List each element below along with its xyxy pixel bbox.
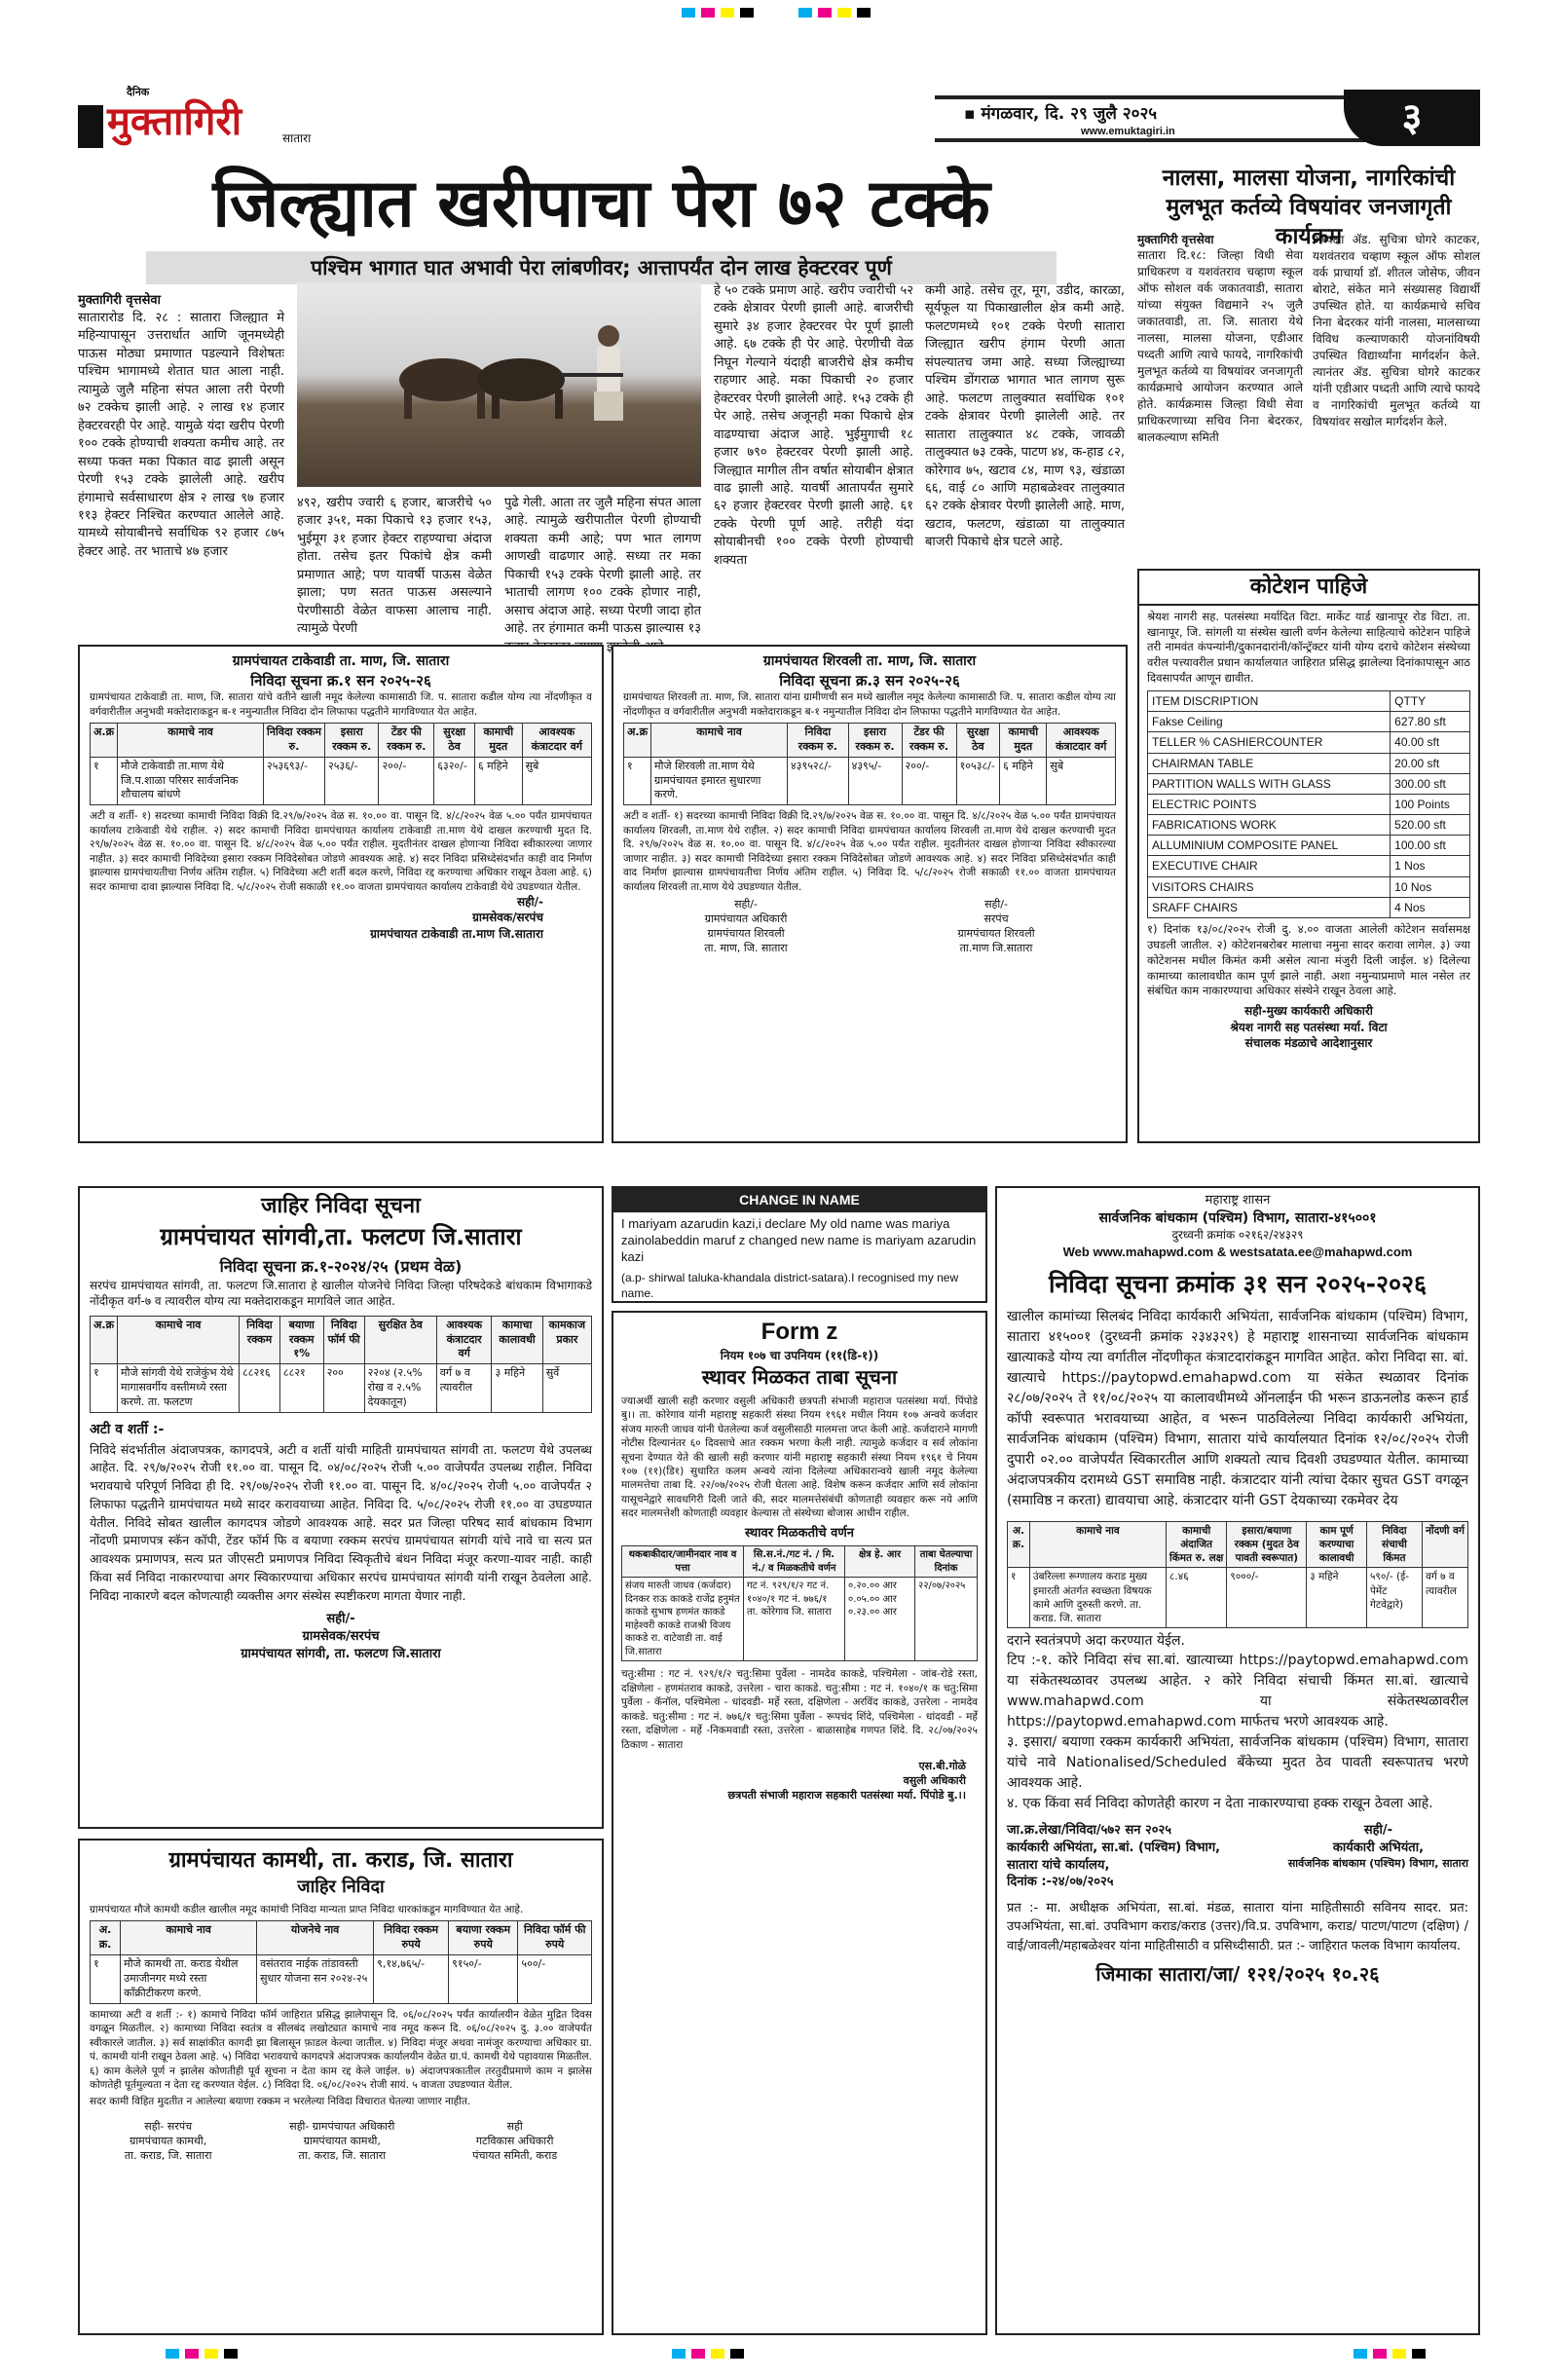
awareness-story bbox=[1137, 164, 1480, 563]
col-header: अ.क्र bbox=[624, 724, 651, 758]
table-row bbox=[91, 757, 592, 805]
sign-line: ग्रामपंचायत शिरवली bbox=[957, 926, 1035, 940]
takewadi-sign-2: ग्रामसेवक/सरपंच bbox=[472, 911, 543, 925]
lead-headline: जिल्ह्यात खरीपाचा पेरा ७२ टक्के bbox=[212, 165, 990, 242]
cell: संजय मारुती जाधव (कर्जदार) दिनकर राऊ काकडे राजेंद्र हनुमंत काकडे सुभाष हणमंत काकडे माहेश्वरी काकडे राजश्री विजय काकडे रा. वाटेवाडी ता. वाई जि.सातारा bbox=[622, 1578, 744, 1661]
pwd-copy: प्रत :- मा. अधीक्षक अभियंता, सा.बां. मंडळ, सातारा यांना माहितीसाठी सविनय सादर. प्रत: उपअभियंता, सा.बां. उपविभाग कराड/कराड (उत्तर)/वि.प्र. उपविभाग, कराड/ पाटण/पाटण (दक्षिण) /वाई/जावली/महाबळेश्वर यांना माहितीसाठी व प्रसिध्दीसाठी. प्रत :- जाहिरात फलक विभाग कार्यालय. bbox=[1007, 1900, 1468, 1953]
formz-notice bbox=[612, 1311, 987, 2335]
cell: ६ महिने bbox=[474, 757, 522, 805]
sangavi-subtitle: निविदा सूचना क्र.१-२०२४/२५ (प्रथम वेळ) bbox=[219, 1257, 463, 1277]
table-row bbox=[1148, 836, 1470, 856]
sangavi-terms: निविदे संदर्भातील अंदाजपत्रक, कागदपत्रे, अटी व शर्ती यांची माहिती ग्रामपंचायत सांगवी ता. फलटण येथे उपलब्ध आहेत. दि. २९/७/२०२५ रोजी ११.०० वा. पासून दि. ०४/०८/२०२५ रोजी ५.०० वाजेपर्यंत उपलब्ध राहील. निविदा भरावयाचे परिपूर्ण निविदा ही दि. २९/०७/२०२५ रोजी ११.०० वा. पासून दि. ४/०८/२०२५ रोजी ५.०० वाजेपर्यंत २ लिफाफा पद्धतीने ग्रामपंचायत मध्ये सादर करावयाच्या आहेत. निविदा दि. ५/०८/२०२५ रोजी ११.०० वा उघडण्यात येतील. निविदे सोबत खालील कागदपत्र जोडणे आवश्यक आहे. सदर प्रत जिल्हा परिषद सार्व बांधकाम विभाग नोंदणी प्रमाणपत्र स्कॅन कॉपी, टेंडर फॉर्म फि व बयाणा रक्कम सरपंच ग्रामपंचायत सांगवी यांचे नावे चा सत्य प्रत आवश्यक प्रमाणपत्र, सत्य प्रत जीएसटी प्रमाणपत्र निविदा स्विकृतीचे बंधन निविदा मंजूर करणा-यावर नाही. काही किंवा सर्व निविदा नाकारण्याचा अगर स्विकारण्याचा अधिकार सरपंच ग्रामपंचायत सांगवी यांनी राखून ठेवलेला आहे. निविदा नाकारणे बदल कोणत्याही व्यक्तीस अगर संस्थेस स्पष्टीकरण मागता येणार नाही. bbox=[90, 1441, 592, 1603]
col-header: टेंडर फी रक्कम रु. bbox=[902, 724, 956, 758]
sangavi-title-2: ग्रामपंचायत सांगवी,ता. फलटण जि.सातारा bbox=[160, 1222, 522, 1250]
cell: ८८२१६ bbox=[240, 1364, 280, 1413]
pwd-ref-4: दिनांक :-२४/०७/२०२५ bbox=[1007, 1875, 1114, 1890]
col-header: आवश्यक कंत्राटदार वर्ग bbox=[522, 724, 591, 758]
cell: १०५३८/- bbox=[956, 757, 1000, 805]
quotation-title: कोटेशन पाहिजे bbox=[1139, 571, 1478, 606]
pwd-table bbox=[1007, 1521, 1468, 1628]
formz-sign-3: छत्रपती संभाजी महाराज सहकारी पतसंस्था मर्या. पिंपोडे बु.।। bbox=[727, 1789, 966, 1803]
masthead bbox=[78, 86, 1480, 162]
sangavi-intro: सरपंच ग्रामपंचायत सांगवी, ता. फलटण जि.सातारा हे खालील योजनेचे निविदा जिल्हा परिषदेकडे बांधकाम विभागाकडे नोंदीकृत वर्ग-७ व त्यावरील योग्य त्या मक्तेदाराकडून मागविले जात आहेत. bbox=[90, 1278, 592, 1309]
sign-line: सही- ग्रामपंचायत अधिकारी bbox=[289, 2120, 395, 2134]
cell: १ bbox=[91, 1364, 118, 1413]
quotation-terms: १) दिनांक १३/०८/२०२५ रोजी दु. ४.०० वाजता आलेली कोटेशन सर्वासमक्ष उघडली जातील. २) कोटेशनबरोबर मालाचा नमुना सादर करावा लागेल. ३) ज्या कोटेशनस मधील किमंत कमी असेल त्याना मंजुरी दिली जाईल. ४) दिलेल्या कामाच्या कालावधीत काम पूर्ण झाले नाही. अशा नमुन्याप्रमाणे माल नसेल तर संबंधित काम नाकारण्याचा अधिकार संस्थेने राखून ठेवला आहे. bbox=[1147, 922, 1470, 998]
kamathi-terms: कामाच्या अटी व शर्ती :- १) कामाचे निविदा फॉर्म जाहिरात प्रसिद्ध झालेपासून दि. ०६/०८/२०२५ पर्यंत कार्यालयीन वेळेत मुद्रित दिवस वगळून मिळतील. २) कामाच्या निविदा स्वतंत्र व सीलबंद लखोट्यात कामाचे नाव नमूद करून दि. ०६/०८/२०२५ दु. ३.०० वाजेपर्यंत स्वीकारले जातील. ३) सर्व साक्षांकीत कागदी झा बिलासून फ़ाडल केल्या जातील. ४) निविदा मंजूर अथवा नामंजूर करण्याचा अधिकार ग्रा. पं. कामथी यांनी राखून ठेवला आहे. ५) निविदा भरावयाचे कागदपत्रे अंदाजपत्रक कार्यालयीन वेळेत ग्रा.पं. कामथी येथे पहावयास मिळतील. ६) काम केलेले पूर्ण न झालेस कोणतीही पूर्व सूचना न देता काम रद्द केले जाईल. ७) अंदाजपत्रकातील तरतुदीप्रमाणे काम न झालेस कोणतेही पूर्तमुल्यता न देता रद्द करण्यात येईल. ८) निविदा दि. ०६/०८/२०२५ रोजी सायं. ५ वाजता उघडण्यात येतील. bbox=[90, 2008, 592, 2092]
formz-body: ज्याअर्थी खाली सही करणार वसुली अधिकारी छत्रपती संभाजी महाराज पतसंस्था मर्या. पिंपोडे बु।। ता. कोरेगाव यांनी महाराष्ट्र सहकारी संस्था नियम १९६१ मधील नियम १०७ अन्वये कर्जदार संजय मारुती जाधव यांनी घेतलेल्या कर्ज वसुलीसाठी मालमत्ता जप्त केली आहे. कर्जदाराने मागणी नोटीस दिल्यानंतर ६० दिवसाचे आत रक्कम भरणा केली नाही. त्यामुळे कर्जदार व सर्व लोकांना सूचना देण्यात येते की खाली सही करणार यांनी महाराष्ट्र सहकारी संस्था नियम १९६१ चे नियम १०७ (११)(डि१) सुधारित कलम अन्वये त्यांना दिलेल्या अधिकारान्वये खाली नमूद केलेल्या मालमत्तेचा ताबा दि. २२/०७/२०२५ रोजी घेतला आहे. विशेष करून कर्जदार आणि सर्व लोकांना यासूचनेद्वारे सावधगिरी दिली जाते की, सदर मालमत्तेसंबंधी कोणताही व्यवहार करू नये आणि सदर मालमत्तेशी कोणताही व्यवहार केल्यास तो संस्थेच्या बोजास आधीन राहील. bbox=[621, 1395, 978, 1520]
sangavi-sign-3: ग्रामपंचायत सांगवी, ता. फलटण जि.सातारा bbox=[241, 1646, 441, 1661]
col-header: कामाचा कालावधी bbox=[492, 1316, 542, 1364]
cell: ५००/- bbox=[518, 1955, 592, 2004]
awareness-byline: मुक्तागिरी वृत्तसेवा bbox=[1137, 233, 1214, 246]
item-qty: 40.00 sft bbox=[1391, 732, 1470, 753]
page-number: ३ bbox=[1344, 90, 1480, 146]
cell: सुबे bbox=[1047, 757, 1116, 805]
cell: ८.४६ bbox=[1166, 1568, 1226, 1628]
col-header: निविदा रक्कम रुपये bbox=[374, 1921, 449, 1955]
issue-date: मंगळवार, दि. २९ जुलै २०२५ bbox=[981, 104, 1158, 124]
sign-line: सही- सरपंच bbox=[144, 2120, 193, 2134]
sign-line: ता. कराड, जि. सातारा bbox=[298, 2148, 387, 2162]
takewadi-title: ग्रामपंचायत टाकेवाडी ता. माण, जि. सातारा bbox=[232, 653, 450, 669]
lead-col-3: पुढे गेली. आता तर जुलै महिना संपत आला आहे. त्यामुळे खरीपातील पेरणी होण्याची शक्यता कमी आहे; पण भात लागण आणखी वाढणार आहे. सध्या तर मका पिकाची १५३ टक्के पेरणी झाली आहे. तर भाताची लागण १०० टक्के होणार नाही, असाच अंदाज आहे. सध्या पेरणी जादा होत आहे. तर हंगामात कमी पाऊस झाल्यास १३ bbox=[504, 496, 701, 637]
lead-col-2: ४९२, खरीप ज्वारी ६ हजार, बाजरीचे ५० हजार ३५१, मका पिकाचे १३ हजार १५३, भुईमूग ३१ हजार हेक्टर राहण्याचा अंदाज होता. तसेच इतर पिकांचे क्षेत्र कमी प्रमाणात आहे; पण यावर्षी पाऊस वेळेत झाला; पण सतत पाऊस असल्याने पेरणीसाठी वेळेत वाफसा आलाच नाही. त्यामुळे पेरणी bbox=[297, 496, 492, 637]
quotation-col-item: ITEM DISCRIPTION bbox=[1148, 690, 1391, 711]
pwd-sig-3: सार्वजनिक बांधकाम (पश्चिम) विभाग, सातारा bbox=[1287, 1856, 1468, 1870]
registration-marks-top bbox=[682, 8, 876, 19]
col-header: निविदा फॉर्म फी रुपये bbox=[518, 1921, 592, 1955]
item-qty: 10 Nos bbox=[1391, 876, 1470, 897]
shirwali-title: ग्रामपंचायत शिरवली ता. माण, जि. सातारा bbox=[762, 653, 977, 669]
formz-sign-1: एस.बी.गोळे bbox=[918, 1760, 966, 1773]
pwd-ref-1: जा.क्र.लेखा/निविदा/५७२ सन २०२५ bbox=[1007, 1823, 1172, 1839]
cell: १ bbox=[91, 1955, 121, 2004]
table-row bbox=[1148, 753, 1470, 773]
item-name: EXECUTIVE CHAIR bbox=[1148, 856, 1391, 876]
item-qty: 300.00 sft bbox=[1391, 773, 1470, 794]
col-header: सुरक्षा ठेव bbox=[956, 724, 1000, 758]
pwd-dept: सार्वजनिक बांधकाम (पश्चिम) विभाग, सातारा-४१५००१ bbox=[1098, 1209, 1377, 1226]
col-header: निविदा रक्कम bbox=[240, 1316, 280, 1364]
cell: २००/- bbox=[902, 757, 956, 805]
sangavi-title-1: जाहिर निविदा सूचना bbox=[261, 1194, 421, 1218]
col-header: इसारा रक्कम रु. bbox=[325, 724, 379, 758]
pwd-sig-2: कार्यकारी अभियंता, bbox=[1332, 1840, 1425, 1855]
kamathi-tender bbox=[78, 1839, 604, 2335]
cell: ०.२०.०० आर ०.०५.०० आर ०.२३.०० आर bbox=[845, 1578, 915, 1661]
lead-photo bbox=[297, 282, 701, 487]
cell: १ bbox=[624, 757, 651, 805]
col-header: इसारा रक्कम रु. bbox=[848, 724, 902, 758]
brand-city: सातारा bbox=[282, 131, 312, 145]
table-row bbox=[91, 1364, 592, 1413]
shirwali-subtitle: निविदा सूचना क्र.३ सन २०२५-२६ bbox=[779, 671, 960, 689]
item-qty: 1 Nos bbox=[1391, 856, 1470, 876]
sign-line: ता. कराड, जि. सातारा bbox=[124, 2148, 212, 2162]
website: www.emuktagiri.in bbox=[1081, 126, 1175, 137]
pwd-note-2: ३. इसारा/ बयाणा रक्कम कार्यकारी अभियंता, सार्वजनिक बांधकाम (पश्चिम) विभाग, सातारा यांचे नावे Nationalised/Scheduled बँकेच्या मुदत ठेव पावती स्वरूपातच भरणे आवश्यक आहे. bbox=[1007, 1734, 1468, 1792]
col-header: कामाचे नाव bbox=[651, 724, 788, 758]
col-header: अ.क्र bbox=[91, 724, 118, 758]
col-header: अ.क्र bbox=[91, 1316, 118, 1364]
sangavi-tender bbox=[78, 1186, 604, 1829]
date-bar bbox=[935, 95, 1392, 142]
col-header: क्षेत्र हे. आर bbox=[845, 1546, 915, 1578]
formz-sign-2: वसुली अधिकारी bbox=[903, 1774, 966, 1788]
cell: मौजे टाकेवाडी ता.माण येथे जि.प.शाळा परिसर सार्वजनिक शौचालय बांधणे bbox=[118, 757, 264, 805]
table-row bbox=[624, 757, 1116, 805]
kamathi-signatures bbox=[80, 2116, 602, 2168]
takewadi-tender bbox=[78, 645, 604, 1143]
pwd-ref-2: कार्यकारी अभियंता, सा.बां. (पश्चिम) विभाग, bbox=[1007, 1840, 1221, 1855]
sangavi-sign-1: सही/- bbox=[326, 1612, 355, 1627]
pwd-title: निविदा सूचना क्रमांक ३१ सन २०२५-२०२६ bbox=[1048, 1270, 1428, 1299]
lead-col-4: हे ५० टक्के प्रमाण आहे. खरीप ज्वारीची ५२ टक्के क्षेत्रावर पेरणी झाली आहे. बाजरीची सुमारे ३४ हजार हेक्टरवर पेर पूर्ण झाली आहे. ६७ टक्के ही पेर आहे. पेरणीची वेळ निघून गेल्याने यंदाही बाजरीचे क्षेत्र कमीच राहणार आहे. मका पिकाची २० हजार हेक्टरवर पेरणी झालेली आहे. १५३ टक्के ही पेर आहे. तसेच अजूनही मका पिकाचे क्षेत्र वाढण्याचा अंदाज आहे. भुईमुगाची १८ हजार ७९० हेक्टरवर पेरणी झाली आहे. जिल्ह्यात मागील तीन वर्षात सोयाबीन क्षेत्रात वाढ झाली आहे. यावर्षी आतापर्यंत सुमारे ६२ हजार हेक्टरवर पेरणी झाली आहे. ६१ टक्के पेरणी पूर्ण आहे. तरीही यंदा सोयाबीनची १०० टक्के पेरणी होण्याची शक्यता bbox=[714, 283, 913, 568]
cell: २५३६९३/- bbox=[264, 757, 325, 805]
col-header: नोंदणी वर्ग bbox=[1422, 1521, 1467, 1568]
lead-col-5: कमी आहे. तसेच तूर, मूग, उडीद, कारळा, सूर्यफूल या पिकाखालील क्षेत्र कमी आहे. फलटणमध्ये १०१ टक्के पेरणी सातारा जिल्ह्यात खरीप हंगाम पेरणी आता संपल्यातच जमा आहे. सध्या जिल्ह्याच्या पश्चिम डोंगराळ भागात भात लागण सुरू आहे. फलटण तालुक्यात सर्वाधिक १०१ टक्के क्षेत्रावर पेरणी झालेली आहे. तर सातारा तालुक्यात ४८ टक्के, जावळी तालुक्यात ७३ टक्के, पाटण ४४, क-हाड ८२, कोरेगाव ७५, खटाव ८४, माण ९३, खंडाळा ६६, वाई ८० आणि महाबळेश्वर तालुक्यात ६२ टक्के क्षेत्रावर पेरणी झालेली आहे. माण, खटाव, फलटण, खंडाळा या तालुक्यात बाजरी पिकाचे क्षेत्र घटले आहे. bbox=[925, 283, 1125, 550]
sign-line: ता.माण जि.सातारा bbox=[959, 941, 1033, 954]
quotation-sign-2: श्रेयश नागरी सह पतसंस्था मर्या. विटा bbox=[1230, 1020, 1388, 1034]
col-header: बयाणा रक्कम १% bbox=[279, 1316, 323, 1364]
pwd-phone: दुरध्वनी क्रमांक ०२१६२/२४३२९ bbox=[1171, 1228, 1304, 1243]
cell: वर्ग ७ व त्यावरील bbox=[436, 1364, 492, 1413]
name-change-notice bbox=[612, 1186, 987, 1303]
table-row bbox=[1008, 1568, 1468, 1628]
item-qty: 100 Points bbox=[1391, 794, 1470, 814]
pwd-tender bbox=[995, 1186, 1480, 2335]
item-qty: 627.80 sft bbox=[1391, 712, 1470, 732]
table-row bbox=[1148, 897, 1470, 917]
cell: ९१५०/- bbox=[449, 1955, 518, 2004]
pwd-web: Web www.mahapwd.com & westsatata.ee@mahapwd.com bbox=[1062, 1244, 1413, 1259]
shirwali-intro: ग्रामपंचायत शिरवली ता. माण, जि. सातारा यांना ग्रामीणची सन मध्ये खालील नमूद केलेल्या कामासाठी जि. प. सातारा कडील योग्य त्या नोंदणीकृत व वर्गवारीतील अनुभवी मक्तेदाराकडून ब-१ नमुन्यातील निविदा दोन लिफाफा पद्धतीने मागविण्यात येत आहेत. bbox=[623, 691, 1116, 718]
item-qty: 520.00 sft bbox=[1391, 815, 1470, 836]
sign-line: ग्रामपंचायत शिरवली bbox=[707, 926, 785, 940]
cell: २२०४ (२.५% रोख व २.५% देयकातून) bbox=[364, 1364, 436, 1413]
cell: ८८२१ bbox=[279, 1364, 323, 1413]
col-header: निविदा फॉर्म फी bbox=[323, 1316, 364, 1364]
kamathi-table bbox=[90, 1920, 592, 2003]
kamathi-intro: ग्रामपंचायत मौजे कामथी कडील खालील नमूद कामांची निविदा मान्यता प्राप्त निविदा धारकांकडून मागविण्यात येत आहे. bbox=[90, 1903, 524, 1915]
cell: वसंतराव नाईक तांडावस्ती सुधार योजना सन २०२४-२५ bbox=[257, 1955, 374, 2004]
kamathi-title-1: ग्रामपंचायत कामथी, ता. कराड, जि. सातारा bbox=[168, 1848, 513, 1873]
pwd-after: दराने स्वतंत्रपणे अदा करण्यात येईल. bbox=[1007, 1633, 1185, 1650]
col-header: सि.स.नं./गट नं. / मि. नं./ व मिळकतीचे वर्णन bbox=[744, 1546, 845, 1578]
col-header: कामाची मुदत bbox=[1000, 724, 1047, 758]
sangavi-terms-title: अटी व शर्ती :- bbox=[90, 1421, 165, 1437]
table-row bbox=[622, 1578, 978, 1661]
col-header: बयाणा रक्कम रुपये bbox=[449, 1921, 518, 1955]
sign-line: सही/- bbox=[734, 898, 758, 911]
quotation-sign-3: संचालक मंडळाचे आदेशानुसार bbox=[1244, 1035, 1373, 1050]
takewadi-intro: ग्रामपंचायत टाकेवाडी ता. माण, जि. सातारा यांचे वतीने खाली नमूद केलेल्या कामासाठी जि. प. सातारा कडील योग्य त्या नोंदणीकृत व वर्गवारीतील अनुभवी मक्तेदाराकडून ब-१ नमुन्यातील निविदा दोन लिफाफा पद्धतीने मागविण्यात येत आहेत. bbox=[90, 691, 592, 718]
cell: मौजे शिरवली ता.माण येथे ग्रामपंचायत इमारत सुधारणा करणे. bbox=[651, 757, 788, 805]
kamathi-note: सदर कामी विहित मुदतीत न आलेल्या बयाणा रक्कम न भरलेल्या निविदा विचारात घेतल्या जाणार नाहीत. bbox=[90, 2095, 471, 2107]
lead-col-1: सातारारोड दि. २८ : सातारा जिल्ह्यात मे महिन्यापासून उत्तरार्धात आणि जूनमध्येही पाऊस मोठ्या प्रमाणात पडल्याने विशेषतः पश्चिम भागामध्ये शेतात घात आला नाही. त्यामुळे जुलै महिना संपत आला तरी पेरणी ७२ टक्केच झाली आहे. २ लाख १४ हजार हेक्टरवरही पेर आहे. यामुळे यंदा खरीप पेरणी १०० टक्के होण्याची शक्यता कमीच आहे. तर सध्या फक्त मका पिकात वाढ झाली असून पेरणी १५३ टक्के झालेली आहे. खरीप हंगामाचे सर्वसाधारण क्षेत्र २ लाख ९७ हजार ११३ हेक्टर निश्चित करण्यात आलेले आहे. यामध्ये सोयाबीनचे सर्वाधिक ९२ हजार ८७५ हेक्टर आहे. तर भाताचे ४७ हजार bbox=[78, 311, 284, 559]
item-name: Fakse Ceiling bbox=[1148, 712, 1391, 732]
name-change-address: (a.p- shirwal taluka-khandala district-satara).I recognised my new name. bbox=[621, 1270, 959, 1300]
cell: २२/०७/२०२५ bbox=[915, 1578, 978, 1661]
pwd-sig-1: सही/- bbox=[1363, 1823, 1393, 1839]
cell: ९०००/- bbox=[1227, 1568, 1307, 1628]
name-change-header: CHANGE IN NAME bbox=[613, 1188, 985, 1212]
bullet-icon: ▪ bbox=[964, 104, 982, 124]
table-row bbox=[1148, 794, 1470, 814]
cell: १ bbox=[1008, 1568, 1030, 1628]
cell: २००/- bbox=[379, 757, 434, 805]
quotation-col-qty: QTTY bbox=[1391, 690, 1470, 711]
pwd-footer: जिमाका सातारा/जा/ १२१/२०२५ १०.२६ bbox=[1095, 1962, 1380, 1987]
col-header: निविदा रक्कम रु. bbox=[788, 724, 849, 758]
sign-line: ग्रामपंचायत कामथी, bbox=[303, 2134, 381, 2147]
takewadi-subtitle: निविदा सूचना क्र.१ सन २०२५-२६ bbox=[250, 671, 431, 689]
col-header: थकबाकीदार/जामीनदार नाव व पत्ता bbox=[622, 1546, 744, 1578]
cell: गट नं. ९२९/१/२ गट नं. १०४०/१ गट नं. ७७६/१ ता. कोरेगाव जि. सातारा bbox=[744, 1578, 845, 1661]
sign-line: गटविकास अधिकारी bbox=[475, 2134, 554, 2147]
awareness-headline: नालसा, मालसा योजना, नागरिकांची मुलभूत कर्तव्ये विषयांवर जनजागृती कार्यक्रम bbox=[1162, 166, 1456, 249]
item-qty: 100.00 sft bbox=[1391, 836, 1470, 856]
col-header: काम पूर्ण करण्याचा कालावधी bbox=[1307, 1521, 1367, 1568]
cell: ६ महिने bbox=[1000, 757, 1047, 805]
sign-line: सरपंच bbox=[983, 912, 1009, 926]
takewadi-sign-3: ग्रामपंचायत टाकेवाडी ता.माण जि.सातारा bbox=[370, 926, 543, 941]
cell: ३ महिने bbox=[1307, 1568, 1367, 1628]
cell: सुबे bbox=[522, 757, 591, 805]
item-qty: 20.00 sft bbox=[1391, 753, 1470, 773]
sign-line: पंचायत समिती, कराड bbox=[472, 2148, 558, 2162]
item-name: FABRICATIONS WORK bbox=[1148, 815, 1391, 836]
col-header: आवश्यक कंत्राटदार वर्ग bbox=[1047, 724, 1116, 758]
item-name: SRAFF CHAIRS bbox=[1148, 897, 1391, 917]
item-name: CHAIRMAN TABLE bbox=[1148, 753, 1391, 773]
takewadi-sign-1: सही/- bbox=[517, 895, 543, 910]
col-header: कामाचे नाव bbox=[118, 724, 264, 758]
pwd-intro: खालील कामांच्या सिलबंद निविदा कार्यकारी अभियंता, सार्वजनिक बांधकाम (पश्चिम) विभाग, सातारा ४१५००१ (दुरध्वनी क्रमांक २३४३२९) हे महाराष्ट्र शासनाच्या सार्वजनिक बांधकाम खात्याकडे योग्य त्या वर्गातील नोंदणीकृत कंत्राटदारांकडून मागवित आहेत. कोरा निविदा सा. बां. खात्याचे https://paytopwd.emahapwd.com या संकेत स्थळावर दिनांक २८/०७/२०२५ ते ११/०८/२०२५ या कालावधीमध्ये ऑनलाईन फी भरून डाऊनलोड करून हार्ड कॉपी स्वरूपात भरावयाच्या आहेत, व भरून पाठविलेल्या निविदा कार्यकारी अभियंता, सार्वजनिक बांधकाम (पश्चिम) विभाग, सातारा यांचे कार्यालयात दिनांक १२/०८/२०२५ रोजी दुपारी ०२.०० वाजेपर्यंत स्विकारतील आणि शक्यतो त्याच दिवशी उघडण्यात येतील. कामाच्या अंदाजपत्रकीय दरामध्ये GST समाविष्ठ नाही. कंत्राटदार यांनी त्यांचा देकार सुचत GST वगळून (समाविष्ठ न करता) द्यावयाचा आहे. कंत्राटदार यांनी GST देयकाच्या रकमेवर देय bbox=[1007, 1308, 1468, 1508]
col-header: योजनेचे नाव bbox=[257, 1921, 374, 1955]
col-header: कामाची अंदाजित किंमत रु. लक्ष bbox=[1166, 1521, 1226, 1568]
col-header: सुरक्षित ठेव bbox=[364, 1316, 436, 1364]
cell: वर्ग ७ व त्यावरील bbox=[1422, 1568, 1467, 1628]
takewadi-terms: अटी व शर्ती- १) सदरच्या कामाची निविदा विक्री दि.२९/७/२०२५ वेळ स. १०.०० वा. पासून दि. ४/८/२०२५ वेळ ५.०० पर्यंत ग्रामपंचायत कार्यालय टाकेवाडी येथे राहील. २) सदर कामाची निविदा ग्रामपंचायत कार्यालय टाकेवाडी ता.माण येथे दाखल करण्याची मुदत दि. २९/७/२०२५ वेळ स. १०.०० वा. पासून दि. ४/८/२०२५ वेळ ५.०० पर्यंत राहील. मुदतीनंतर दाखल होणाऱ्या निविदा स्वीकारल्या जाणार नाहीत. ३) सदर कामाची निविदेच्या इसारा रक्कम निविदेसोबत जोडणे आवश्यक आहे. ४) सदर निविदा प्रसिध्देसंदर्भात काही वाद निर्माण झाल्यास ग्रामपंचायतीचा निर्णय अंतिम राहील. ५) निविदेच्या अटी शर्ती बदल करणे, निविदा रद्द करण्याचा अधिकार राखून ठेवला आहे. ६) सदर कामाचा दावा झाल्यास निविदा दि. ५/८/२०२५ रोजी सकाळी ११.०० वाजता ग्रामपंचायत कार्यालय टाकेवाडी येथे उघडण्यात येतील. bbox=[90, 810, 592, 893]
quotation-notice bbox=[1137, 569, 1480, 1143]
formz-bounds: चतु:सीमा : गट नं. ९२९/१/२ चतु:सिमा पुर्वेला - नामदेव काकडे, पश्चिमेला - जांब-रोडे रस्ता, दक्षिणेला - हणमंतराव काकडे, उत्तरेला - चारा काकडे. चतु:सीमा : गट नं. १०४०/१ क चतु:सिमा पुर्वेला - कॅनॉल, पश्चिमेला - धांदवडी- मर्हे रस्ता, दक्षिणेला - अरविंद काकडे, उत्तरेला - नामदेव काकडे. चतु:सीमा : गट नं. ७७६/१ चतु:सिमा पुर्वेला - रूपचंद शिंदे, पश्चिमेला - धांदवडी - मर्हे रस्ता, दक्षिणेला - मर्हे -निकमवाडी रस्ता, उत्तरेला - बाळासाहेब गणपत शिंदे. दि. २८/०७/२०२५ ठिकाण - सातारा bbox=[621, 1668, 978, 1751]
sign-line: सही/- bbox=[984, 898, 1008, 911]
col-header: निविदा रक्कम रु. bbox=[264, 724, 325, 758]
sign-line: सही bbox=[506, 2120, 523, 2134]
pwd-note-3: ४. एक किंवा सर्व निविदा कोणतेही कारण न देता नाकारण्याचा हक्क राखून ठेवला आहे. bbox=[1007, 1796, 1433, 1812]
cell: मौजे कामथी ता. कराड येथील उमाजीनगर मध्ये रस्ता काँक्रीटीकरण करणे. bbox=[121, 1955, 257, 2004]
formz-table-title: स्थावर मिळकतीचे वर्णन bbox=[745, 1525, 854, 1541]
shirwali-signatures bbox=[613, 894, 1126, 959]
col-header: कामाची मुदत bbox=[474, 724, 522, 758]
quotation-table bbox=[1147, 690, 1470, 918]
col-header: कामाचे नाव bbox=[1029, 1521, 1166, 1568]
table-row bbox=[1148, 856, 1470, 876]
item-name: PARTITION WALLS WITH GLASS bbox=[1148, 773, 1391, 794]
awareness-col-2: अध्यक्षा ॲड. सुचित्रा घोगरे काटकर, यशवंतराव चव्हाण स्कूल ऑफ सोशल वर्क प्राचार्या डॉ. शीतल जोसेफ, जीवन बोराटे, संकेत माने संख्यासह विद्यार्थी उपस्थित होते. या कार्यक्रमाचे सचिव निना बेदरकर यांनी नालसा, मालसाच्या विविध कल्याणकारी योजनांविषयी उपस्थित विद्यार्थ्यांना मार्गदर्शन केले. त्यानंतर ॲड. सुचित्रा घोगरे काटकर यांनी एडीआर पध्दती आणि त्याचे फायदे व नागरिकांची मुलभूत कर्तव्ये या विषयांवर सखोल मार्गदर्शन केले. bbox=[1313, 233, 1480, 429]
item-name: ELECTRIC POINTS bbox=[1148, 794, 1391, 814]
item-name: ALLUMINIUM COMPOSITE PANEL bbox=[1148, 836, 1391, 856]
cell: ६३२०/- bbox=[434, 757, 475, 805]
col-header: टेंडर फी रक्कम रु. bbox=[379, 724, 434, 758]
formz-heading: स्थावर मिळकत ताबा सूचना bbox=[701, 1364, 898, 1389]
table-row bbox=[1148, 712, 1470, 732]
col-header: कामकाज प्रकार bbox=[542, 1316, 591, 1364]
cell: २५३६/- bbox=[325, 757, 379, 805]
col-header: अ. क्र. bbox=[91, 1921, 121, 1955]
cell: ९,१४,७६५/- bbox=[374, 1955, 449, 2004]
shirwali-tender bbox=[612, 645, 1128, 1143]
cell: ४३९५२८/- bbox=[788, 757, 849, 805]
shirwali-table bbox=[623, 723, 1116, 805]
col-header: निविदा संचाची किंमत bbox=[1366, 1521, 1422, 1568]
kamathi-title-2: जाहिर निविदा bbox=[297, 1876, 385, 1897]
registration-marks-bottom bbox=[166, 2349, 1431, 2361]
formz-table bbox=[621, 1545, 978, 1661]
col-header: अ. क्र. bbox=[1008, 1521, 1030, 1568]
lead-subhead: पश्चिम भागात घात अभावी पेरा लांबणीवर; आत्तापर्यंत दोन लाख हेक्टरवर पूर्ण bbox=[146, 251, 1057, 284]
pwd-ref-3: सातारा यांचे कार्यालय, bbox=[1007, 1857, 1110, 1873]
formz-rule: नियम १०७ चा उपनियम (११(डि-१)) bbox=[720, 1349, 879, 1363]
awareness-col-1: सातारा दि.१८: जिल्हा विधी सेवा प्राधिकरण व यशवंतराव चव्हाण स्कूल ऑफ सोशल वर्क जकातवाडी, सातारा यांच्या संयुक्त विद्यमाने २५ जुलै जकातवाडी, ता. जि. सातारा येथे नालसा, मालसा योजना, एडीआर पध्दती आणि त्याचे फायदे, नागरिकांची मुलभूत कर्तव्ये या विषयांवर जनजागृती कार्यक्रमाचे आयोजन करण्यात आले होते. कार्यक्रमास जिल्हा विधी सेवा प्राधिकरणाच्या सचिव निना बेदरकर, बालकल्याण समिती bbox=[1137, 248, 1303, 445]
table-row bbox=[1148, 815, 1470, 836]
brand-name: मुक्तागिरी bbox=[107, 98, 242, 144]
table-row bbox=[91, 1955, 592, 2004]
col-header: ताबा घेतल्याचा दिनांक bbox=[915, 1546, 978, 1578]
cell: उंबरिल्ला रूग्णालय कराड मुख्य इमारती अंतर्गत स्वच्छता विषयक कामे आणि दुरुस्ती करणे. ता. कराड. जि. सातारा bbox=[1029, 1568, 1166, 1628]
sangavi-table bbox=[90, 1316, 592, 1413]
col-header: कामाचे नाव bbox=[121, 1921, 257, 1955]
col-header: कामाचे नाव bbox=[118, 1316, 240, 1364]
quotation-sign-1: सही-मुख्य कार्यकारी अधिकारी bbox=[1244, 1004, 1373, 1019]
lead-byline: मुक्तागिरी वृत्तसेवा bbox=[78, 293, 162, 308]
item-qty: 4 Nos bbox=[1391, 897, 1470, 917]
item-name: VISITORS CHAIRS bbox=[1148, 876, 1391, 897]
table-row bbox=[1148, 876, 1470, 897]
col-header: सुरक्षा ठेव bbox=[434, 724, 475, 758]
shirwali-terms: अटी व शर्ती- १) सदरच्या कामाची निविदा विक्री दि.२९/७/२०२५ वेळ स. १०.०० वा. पासून दि. ४/८/२०२५ वेळ ५.०० पर्यंत ग्रामपंचायत कार्यालय शिरवली, ता.माण येथे राहील. २) सदर कामाची निविदा ग्रामपंचायत कार्यालय शिरवली ता.माण येथे दाखल करण्याची मुदत दि. २९/७/२०२५ वेळ स. १०.०० वा. पासून दि. ४/८/२०२५ वेळ ५.०० पर्यंत राहील. मुदतीनंतर दाखल होणाऱ्या निविदा स्वीकारल्या जाणार नाहीत. ३) सदर कामाची निविदेच्या इसारा रक्कम निविदेसोबत जोडणे आवश्यक आहे. ४) सदर निविदा प्रसिध्देसंदर्भात काही वाद निर्माण झाल्यास ग्रामपंचायतीचा निर्णय अंतिम राहील. ५) निविदा दि. ५/८/२०२५ रोजी सकाळी ११.०० वाजता ग्रामपंचायत कार्यालय शिरवली ता.माण येथे उघडण्यात येतील. bbox=[623, 810, 1116, 893]
sangavi-sign-2: ग्रामसेवक/सरपंच bbox=[302, 1629, 380, 1645]
sign-line: ता. माण, जि. सातारा bbox=[704, 941, 788, 954]
pwd-note-1: टिप :-१. कोरे निविदा संच सा.बां. खात्याच्या https://paytopwd.emahapwd.com या संकेतस्थळावर उपलब्ध आहेत. २ कोरे निविदा संचाची किंमत सा.बां. खात्याचे www.mahapwd.com या संकेतस्थळावरील https://paytopwd.emahapwd.com मार्फतच भरणे आवश्यक आहे. bbox=[1007, 1653, 1468, 1730]
cell: मौजे सांगवी येथे राजेकुंभ येथे मागासवर्गीय वस्तीमध्ये रस्ता करणे. ता. फलटण bbox=[118, 1364, 240, 1413]
table-row bbox=[1148, 732, 1470, 753]
cell: सुर्वे bbox=[542, 1364, 591, 1413]
cell: ३ महिने bbox=[492, 1364, 542, 1413]
cell: २०० bbox=[323, 1364, 364, 1413]
sign-line: ग्रामपंचायत कामथी, bbox=[130, 2134, 207, 2147]
sign-line: ग्रामपंचायत अधिकारी bbox=[704, 912, 788, 926]
table-row bbox=[1148, 773, 1470, 794]
lead-story bbox=[78, 164, 1125, 651]
cell: ४३९५/- bbox=[848, 757, 902, 805]
col-header: इसारा/बयाणा रक्कम (मुदत ठेव पावती स्वरूपात) bbox=[1227, 1521, 1307, 1568]
takewadi-table bbox=[90, 723, 592, 805]
brand-logo bbox=[78, 86, 321, 152]
name-change-text: I mariyam azarudin kazi,i declare My old name was mariya zainolabeddin maruf z changed new name is mariyam azarudin kazi bbox=[621, 1215, 977, 1264]
brand-top: दैनिक bbox=[127, 86, 150, 98]
cell: १ bbox=[91, 757, 118, 805]
col-header: आवश्यक कंत्राटदार वर्ग bbox=[436, 1316, 492, 1364]
quotation-intro: श्रेयश नागरी सह. पतसंस्था मर्यादित विटा. मार्केट यार्ड खानापूर रोड विटा. ता. खानापूर, जि. सांगली या संस्थेस खाली वर्णन केलेल्या साहित्याचे कोटेशन पाहिजे तरी नामवंत कंपन्यांनी/दुकानदारांनी/कॉन्ट्रॅक्टर यांनी योग्य दराचे कोटेशन संस्थेच्या वरील पत्त्यावरील प्रधान कार्यालयात जाहिरात प्रसिद्ध झालेल्या दिनांकापासून आठ दिवसापर्यंत आणून द्यावीत. bbox=[1147, 609, 1470, 686]
formz-title: Form z bbox=[760, 1319, 838, 1345]
pwd-gov: महाराष्ट्र शासन bbox=[1205, 1193, 1271, 1208]
cell: ५९०/- (ई- पेमेंट गेटवेद्वारे) bbox=[1366, 1568, 1422, 1628]
item-name: TELLER % CASHIERCOUNTER bbox=[1148, 732, 1391, 753]
